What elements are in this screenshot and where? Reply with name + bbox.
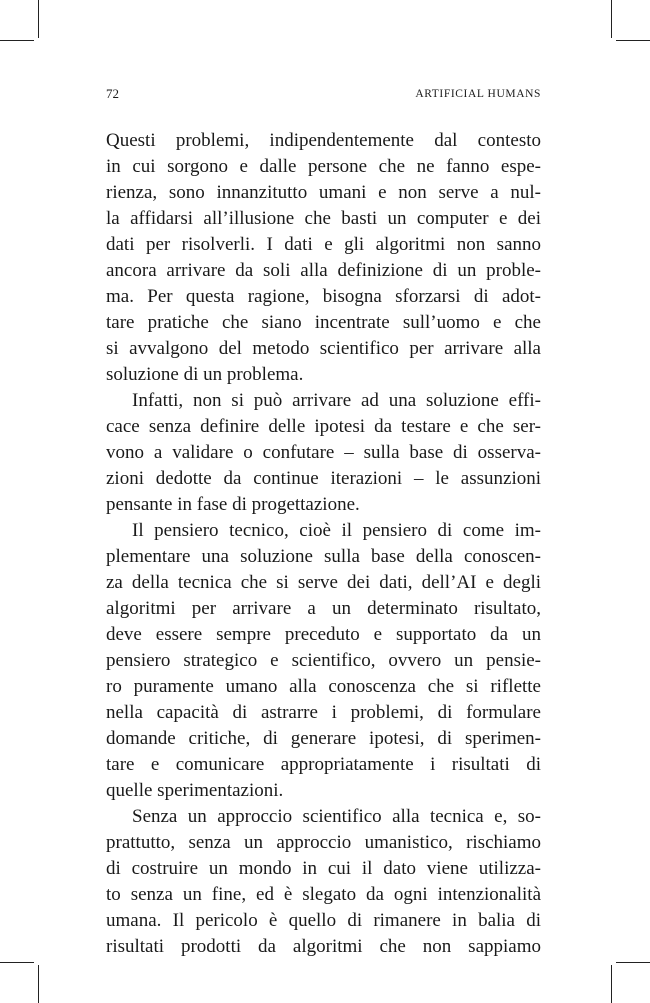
text-line: nella capacità di astrarre i problemi, di formulare (106, 702, 541, 723)
crop-mark-bottom-right (611, 965, 612, 1003)
text-line: prattutto, senza un approccio umanistico, rischiamo (106, 832, 541, 853)
text-line: di costruire un mondo in cui il dato viene utilizza- (106, 858, 541, 879)
body-text (106, 128, 541, 960)
text-line: umana. Il pericolo è quello di rimanere in balia di (106, 910, 541, 931)
text-line: cace senza definire delle ipotesi da testare e che ser- (106, 416, 541, 437)
text-line: zioni dedotte da continue iterazioni – le assunzioni (106, 468, 541, 489)
text-line: vono a validare o confutare – sulla base di osserva- (106, 442, 541, 463)
crop-mark-bottom-right-h (616, 962, 650, 963)
text-line: in cui sorgono e dalle persone che ne fanno espe- (106, 156, 541, 177)
text-line: domande critiche, di generare ipotesi, di sperimen- (106, 728, 541, 749)
text-line: dati per risolverli. I dati e gli algoritmi non sanno (106, 234, 541, 255)
crop-mark-bottom-left-h (0, 962, 34, 963)
text-line: plementare una soluzione sulla base della conoscen- (106, 546, 541, 567)
text-line: ro puramente umano alla conoscenza che si riflette (106, 676, 541, 697)
text-line: pensante in fase di progettazione. (106, 494, 360, 515)
text-line: rienza, sono innanzitutto umani e non serve a nul- (106, 182, 541, 203)
text-line: Senza un approccio scientifico alla tecnica e, so- (132, 806, 541, 827)
crop-mark-bottom-left (38, 965, 39, 1003)
text-line: deve essere sempre preceduto e supportato da un (106, 624, 541, 645)
text-line: ma. Per questa ragione, bisogna sforzarsi di adot- (106, 286, 541, 307)
text-line: la affidarsi all’illusione che basti un computer e dei (106, 208, 541, 229)
text-line: tare e comunicare appropriatamente i risultati di (106, 754, 541, 775)
text-line: risultati prodotti da algoritmi che non sappiamo (106, 936, 541, 957)
text-line: Il pensiero tecnico, cioè il pensiero di come im- (132, 520, 541, 541)
crop-mark-top-right (611, 0, 612, 38)
crop-mark-top-left (38, 0, 39, 38)
text-line: Questi problemi, indipendentemente dal contesto (106, 130, 541, 151)
crop-mark-top-right-h (616, 40, 650, 41)
text-line: to senza un fine, ed è slegato da ogni intenzionalità (106, 884, 541, 905)
text-line: si avvalgono del metodo scientifico per arrivare alla (106, 338, 541, 359)
crop-mark-top-left-h (0, 40, 34, 41)
book-title: ARTIFICIAL HUMANS (415, 88, 541, 100)
text-line: za della tecnica che si serve dei dati, dell’AI e degli (106, 572, 541, 593)
text-line: Infatti, non si può arrivare ad una soluzione effi- (132, 390, 541, 411)
text-line: pensiero strategico e scientifico, ovvero un pensie- (106, 650, 541, 671)
text-line: soluzione di un problema. (106, 364, 304, 385)
text-line: ancora arrivare da soli alla definizione di un proble- (106, 260, 541, 281)
page-number: 72 (106, 86, 119, 101)
text-line: tare pratiche che siano incentrate sull’uomo e che (106, 312, 541, 333)
text-line: quelle sperimentazioni. (106, 780, 284, 801)
text-line: algoritmi per arrivare a un determinato risultato, (106, 598, 541, 619)
